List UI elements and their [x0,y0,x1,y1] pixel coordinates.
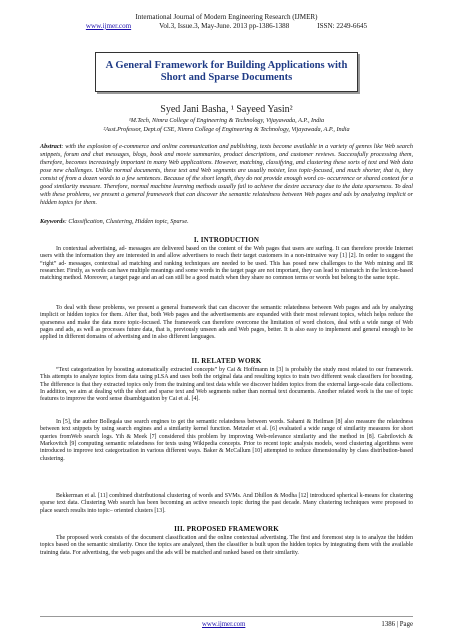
framework-paragraph-1: The proposed work consists of the document classification and the online contextual advertising. The first and foremost step is to analyze the hidden topics based on the semantic similarity. Once the topics are analyzed, then the classifier is built upon the hidden topics by integrating them with the available training data. For advertising, the web pages and the ads will be matched and ranked based on their similarity. [40,535,413,556]
footer-url-link[interactable]: www.ijmer.com [202,621,246,628]
related-paragraph-2: In [5], the author Bollegala use search engines to get the semantic relatedness between words. Sahami & Heilman [8] also measure the relatedness between text snippets by using search engines and a similarity kernel function. Metzeler et al. [6] evaluated a wide range of similarity measures for short queries fromWeb search logs. Yih & Meek [7] considered this problem by improving Web-relevance similarity and the method in [8]. Gabrilovich & Markovitch [9] computing semantic relatedness for texts using Wikipedia concepts. Prior to recent topic analysis models, word clustering algorithms were introduced to improve text categorization in various different ways. Baker & McCallum [10] attempted to reduce dimensionality by class distribution-based clustering. [40,419,413,462]
journal-url-link[interactable]: www.ijmer.com [85,22,132,30]
intro-paragraph-2: To deal with these problems, we present a general framework that can discover the semantic relatedness between Web pages and ads by analyzing implicit or hidden topics for them. After that, both Web pages and the advertisements are expanded with their most relevant topics, which helps reduce the sparseness and make the data more topic-focused. The framework can therefore overcome the limitation of word choices, deal with a wide range of Web pages and ads, as well as processes future data, that is, previously unseen ads and Web pages, better. It is also easy to implement and general enough to be applied in different domains of advertising and in also different languages. [40,305,413,341]
paper-title: A General Framework for Building Applications with Short and Sparse Documents [95,52,358,92]
abstract-label: Abstract [40,143,62,150]
running-header [40,13,413,31]
intro-paragraph-1: In contextual advertising, ad- messages are delivered based on the content of the Web pages that users are surfing. It can therefore provide Internet users with the information they are interested in and allow advertisers to reach their target customers in a non-intrusive way [1] [2]. In order to suggest the “right” ad- messages, contextual ad matching and ranking techniques are needed to be used. This has posed new challenges to the Web mining and IR researcher. Firstly, as words can have multiple meanings and some words in the target page are not important, they can lead to mismatch in the lexicon-based matching method. Moreover, a target page and an ad can still be a good match when they share no common terms or words but belong to the same topic. [40,246,413,282]
volume-info: Vol.3, Issue.3, May-June. 2013 pp-1386-1388 [159,22,290,30]
affiliation-2: ²Asst.Professor, Dept.of CSE, Nimra College of Engineering & Technology, Vijayawada, A.P., India [103,125,350,133]
related-paragraph-3: Bekkerman et al. [11] combined distributional clustering of words and SVMs. And Dhillon & Modha [12] introduced spherical k-means for clustering sparse text data. Clustering Web search has been becoming an active research topic during the past decade. Many clustering techniques were proposed to place search results into topic– oriented clusters [13]. [40,493,413,514]
keywords-text: : Classification, Clustering, Hidden topic, Sparse. [64,218,189,225]
section-heading-proposed-framework: III. PROPOSED FRAMEWORK [174,525,279,533]
section-heading-introduction: I. INTRODUCTION [193,236,260,244]
issn: ISSN: 2249-6645 [317,22,368,30]
journal-name: International Journal of Modern Engineering Research (IJMER) [135,13,318,21]
related-paragraph-1: “Text categorization by boosting automatically extracted concepts” by Cai & Hoffmann in [3] is probably the study most related to our framework. This attempts to analyze topics from data using pLSA and uses both the original data and resulting topics to train two different weak classifiers for boosting. The difference is that they extracted topics only from the training and test data while we discover hidden topics from the external large-scale data collections. In addition, we aim at dealing with the short and sparse text and Web segments rather than normal text documents. Another related work is the use of topic features to improve the word sense disambiguation by Cai et al. [4]. [40,367,413,403]
affiliation-1: ¹M.Tech, Nimra College of Engineering & Technology, Vijayawada, A.P., India [128,117,325,124]
keywords [40,218,413,225]
footer-divider [40,616,413,617]
section-heading-related-work: II. RELATED WORK [191,357,262,365]
page-number: 1386 | Page [381,621,413,628]
authors: Syed Jani Basha, ¹ Sayeed Yasin² [160,104,293,115]
affiliations [40,117,413,134]
abstract-text: : with the explosion of e-commerce and online communication and publishing, texts become available in a variety of genres like Web search snippets, forum and chat messages, blogs, book and movie summaries, product descriptions, and customer reviews. Successfully processing them, therefore, becomes increasingly important in many Web applications. However, matching, classifying, and clustering these sorts of text and Web data pose new challenges. Unlike normal documents, these text and Web segments are usually noisier, less topic-focused, and much shorter, that is, they consist of from a dozen words to a few sentences. Because of the short length, they do not provide enough word co- occurrence or shared context for a good similarity measure. Therefore, normal machine learning methods usually fail to achieve the desire accuracy due to the data sparseness. To deal with these problems, we present a general framework that can discover the semantic relatedness between Web pages and ads by analyzing implicit or hidden topics for them. [40,143,413,206]
abstract [40,143,413,207]
keywords-label: Keywords [40,218,65,225]
